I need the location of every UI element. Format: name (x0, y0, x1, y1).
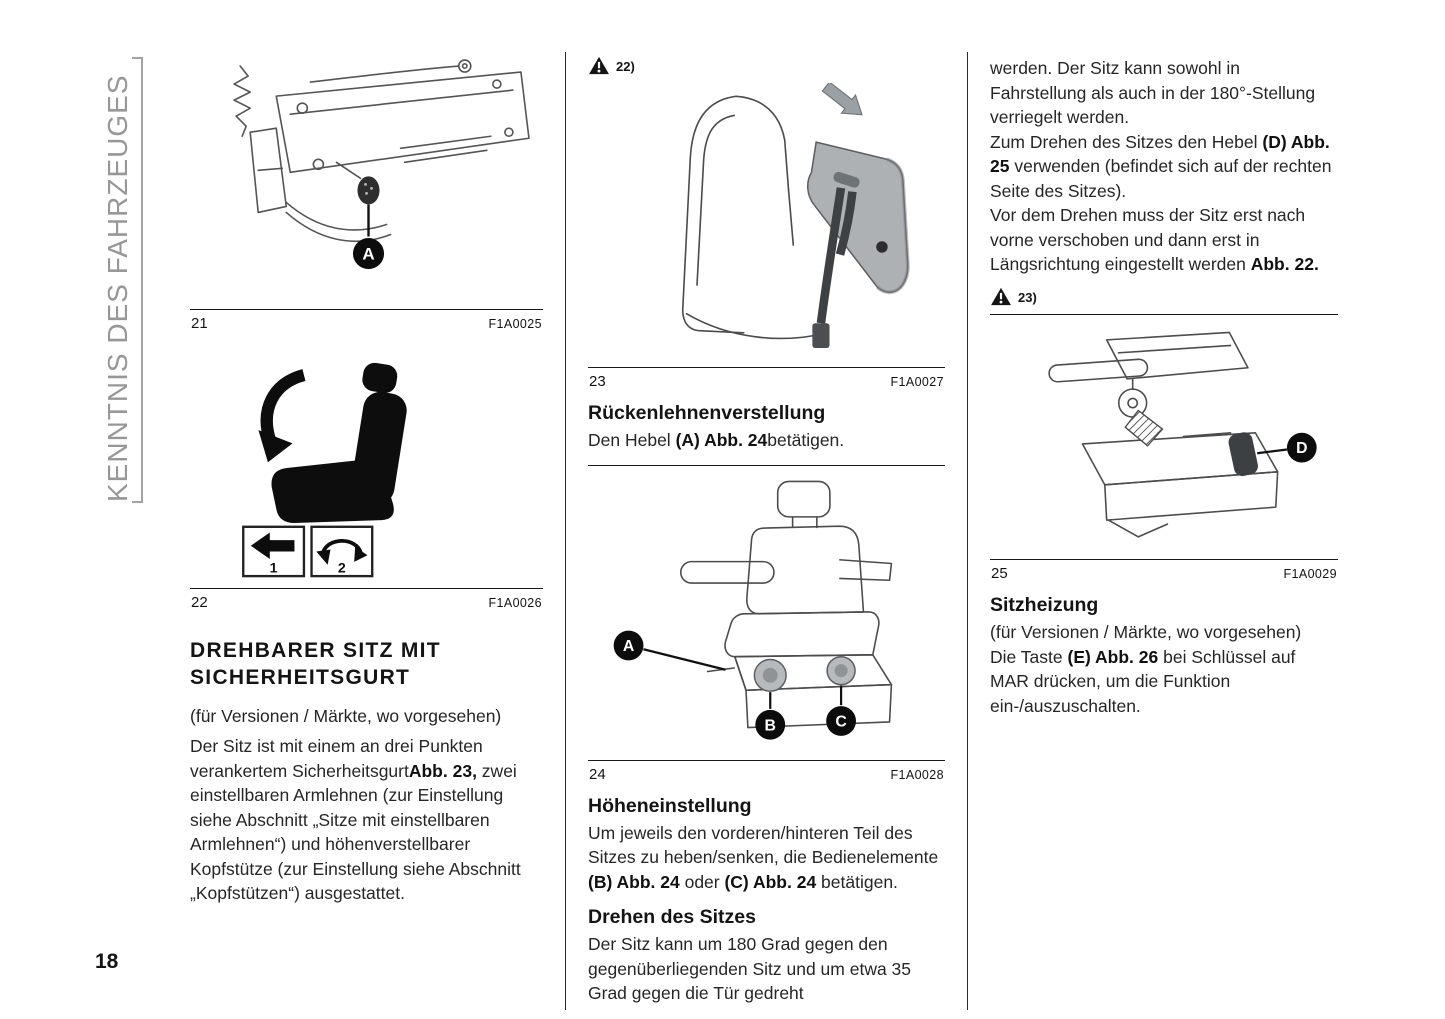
para-swivel-2: werden. Der Sitz kann sowohl in Fahrstellung als auch in der 180°-Stellung verriegelt werden. (990, 58, 1316, 127)
knob-shape (357, 176, 379, 204)
subheading-hoeheneinstellung: Höheneinstellung (588, 794, 752, 817)
seat-headrest-silhouette (361, 361, 399, 394)
legend-box-1 (243, 526, 304, 576)
para-swivel-lever: Zum Drehen des Sitzes den Hebel (D) Abb. 25 verwenden (befindet sich auf der rechten Seite des Sitzes). (990, 131, 1332, 201)
figure-23-caption (588, 367, 945, 390)
figure-24 (588, 474, 945, 754)
figure-22 (190, 358, 543, 582)
figure-22-caption (190, 588, 543, 611)
figure-22-code: F1A0026 (488, 595, 542, 610)
figure-24-caption (588, 760, 945, 783)
legend-box-2 (312, 526, 373, 576)
rotation-arrow (267, 375, 304, 439)
figure-21-caption (190, 309, 543, 332)
figure-21-code: F1A0025 (488, 316, 542, 331)
column-1 (168, 52, 566, 1010)
figure-23-number: 23 (589, 373, 606, 391)
page-number: 18 (95, 950, 119, 973)
figure-23 (588, 83, 945, 361)
figure-22-number: 22 (191, 593, 208, 611)
para-swivel-1: Der Sitz kann um 180 Grad gegen den gegenüberliegenden Sitz und um etwa 35 Grad gegen die Tür gedreht (588, 934, 912, 1004)
lever-d-handle (1227, 430, 1260, 477)
para-versions-note-2: (für Versionen / Märkte, wo vorgesehen) (990, 622, 1302, 643)
belt-guide-panel (808, 142, 908, 292)
figure-24-label-c: C (835, 713, 847, 731)
legend-2-label: 2 (338, 560, 347, 577)
figure-25-code: F1A0029 (1283, 567, 1337, 582)
figure-21 (190, 52, 543, 303)
direction-arrow-icon (819, 83, 869, 124)
subheading-rueckenlehnenverstellung: Rückenlehnenverstellung (588, 402, 826, 425)
para-seat-description: Der Sitz ist mit einem an drei Punkten verankertem SicherheitsgurtAbb. 23, zwei einstellbaren Armlehnen (zur Einstellung siehe Abschnitt „Sitze mit einstellbaren Armlehnen“) und höhenverstellbarer Kopfstütze (zur Einstellung siehe Abschnitt „Kopfstützen“) ausgestattet. (190, 736, 521, 904)
warning-icon (588, 56, 610, 75)
column-2 (566, 52, 968, 1010)
figure-24-code: F1A0028 (890, 767, 944, 782)
figure-24-label-b: B (764, 717, 777, 735)
warning-number: 23) (1018, 289, 1037, 305)
chapter-title-vertical: KENNTNIS DES FAHRZEUGES (102, 74, 133, 502)
chapter-bracket (132, 57, 143, 503)
warning-number: 22) (616, 59, 635, 74)
rotation-arrowhead (259, 430, 293, 462)
warning-icon (990, 287, 1012, 306)
para-seat-heating: Die Taste (E) Abb. 26 bei Schlüssel auf MAR drücken, um die Funktion ein-/auszuschalten. (990, 646, 1296, 716)
figure-25-label-d: D (1296, 439, 1308, 457)
figure-24-label-a: A (622, 637, 635, 655)
warning-note-23 (990, 287, 1338, 306)
figure-24-illustration (595, 474, 931, 754)
figure-21-number: 21 (191, 314, 208, 332)
warning-note-22 (588, 56, 945, 75)
para-swivel-caution: Vor dem Drehen muss der Sitz erst nach vorne verschoben und dann erst in Längsrichtung eingestellt werden Abb. 22. (990, 205, 1319, 274)
figure-23-code: F1A0027 (890, 375, 944, 390)
figure-24-number: 24 (589, 765, 606, 783)
separator-rule (990, 314, 1338, 315)
seat-cushion-silhouette (272, 460, 394, 523)
section-heading-drehbarer-sitz: DREHBARER SITZ MIT SICHERHEITSGURT (190, 638, 441, 690)
legend-1-label: 1 (269, 560, 278, 577)
figure-23-illustration (595, 83, 931, 361)
figure-21-illustration (190, 52, 543, 303)
para-versions-note: (für Versionen / Märkte, wo vorgesehen) (190, 705, 502, 726)
column-3 (968, 52, 1360, 1010)
para-height-adjust: Um jeweils den vorderen/hinteren Teil des Sitzes zu heben/senken, die Bedienelemente (B) Abb. 24 oder (C) Abb. 24 betätigen. (588, 822, 939, 892)
figure-25-number: 25 (991, 565, 1008, 583)
belt-buckle (812, 323, 829, 348)
subheading-drehen-des-sitzes: Drehen des Sitzes (588, 906, 756, 929)
para-backrest-adjust: Den Hebel (A) Abb. 24betätigen. (588, 430, 845, 451)
content-columns (168, 52, 1360, 1010)
figure-22-illustration (211, 358, 465, 582)
figure-25 (990, 325, 1338, 554)
figure-25-illustration (997, 325, 1324, 554)
figure-25-caption (990, 559, 1338, 582)
subheading-sitzheizung: Sitzheizung (990, 594, 1099, 617)
separator-rule (588, 465, 945, 466)
figure-21-label-a: A (362, 244, 375, 264)
